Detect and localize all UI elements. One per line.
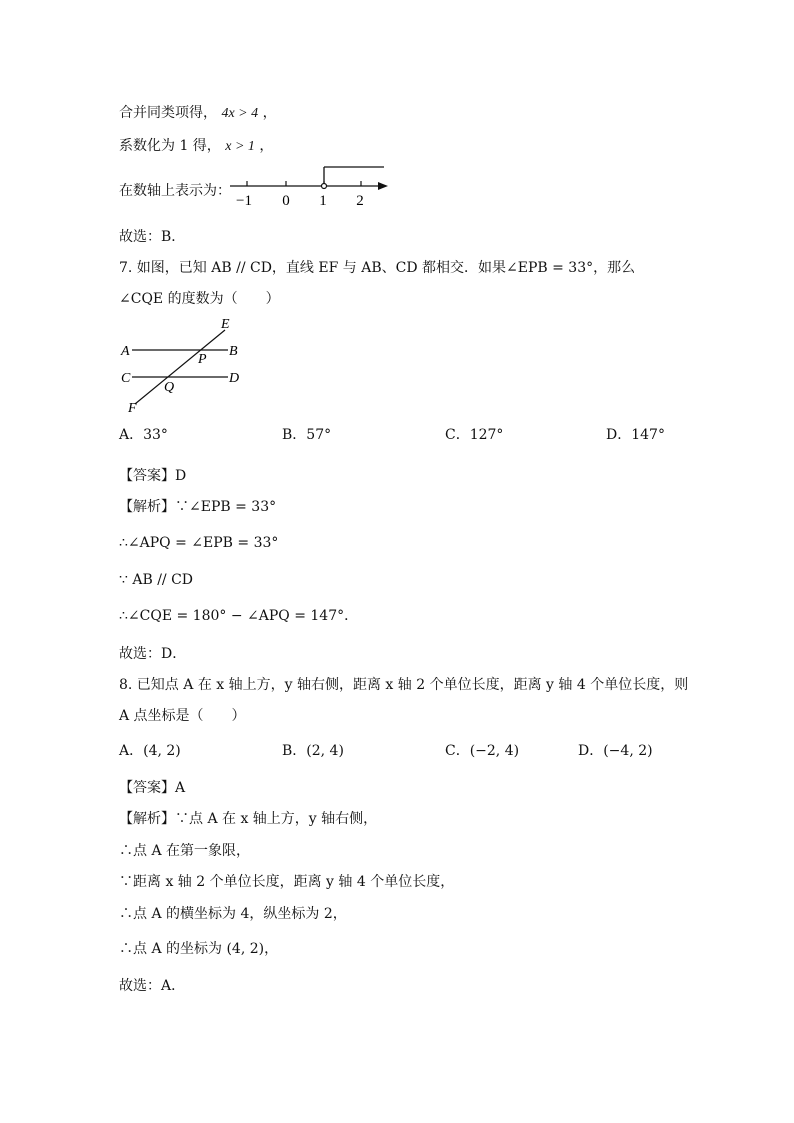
q8-option-b: B．(2, 4)	[282, 743, 344, 759]
step-coef-math: x > 1	[225, 139, 255, 154]
label-Q: Q	[164, 380, 175, 395]
q8-stem-line2: A 点坐标是（ ）	[119, 708, 246, 724]
label-P: P	[198, 352, 207, 367]
tick-label-1: 1	[319, 193, 327, 209]
line-ef	[135, 330, 225, 404]
q8-analysis-3: ∵距离 x 轴 2 个单位长度，距离 y 轴 4 个单位长度，	[119, 874, 455, 890]
q7-conclusion: 故选：D．	[119, 646, 187, 662]
label-A: A	[121, 344, 130, 359]
q7-analysis-1: 【解析】∵∠EPB = 33°	[119, 499, 277, 515]
q8-option-c: C．(−2, 4)	[445, 743, 520, 759]
label-F: F	[128, 401, 137, 416]
q8-analysis-4: ∴点 A 的横坐标为 4，纵坐标为 2，	[119, 906, 347, 922]
step-coef-text: 系数化为 1 得，	[119, 138, 221, 154]
q7-figure	[110, 312, 260, 417]
q7-stem-line1: 7. 如图，已知 AB // CD，直线 EF 与 AB、CD 都相交．如果∠EPB = 33°，那么	[119, 260, 636, 276]
q7-analysis-2: ∴∠APQ = ∠EPB = 33°	[119, 535, 279, 551]
q8-analysis-2: ∴点 A 在第一象限，	[119, 843, 251, 859]
prev-conclusion: 故选：B．	[119, 229, 186, 245]
q7-option-a: A．33°	[119, 427, 168, 443]
label-E: E	[221, 317, 230, 332]
step-numberline-label: 在数轴上表示为：	[119, 183, 231, 199]
tick-label-minus1: −1	[236, 193, 252, 209]
q7-option-b: B．57°	[282, 427, 332, 443]
number-line-figure	[0, 0, 794, 220]
tick-label-0: 0	[282, 193, 290, 209]
q8-analysis-1: 【解析】∵点 A 在 x 轴上方，y 轴右侧，	[119, 811, 378, 827]
q7-option-d: D．147°	[606, 427, 665, 443]
q7-stem-line2: ∠CQE 的度数为（ ）	[119, 291, 280, 307]
q8-stem-line1: 8. 已知点 A 在 x 轴上方，y 轴右侧，距离 x 轴 2 个单位长度，距离 y 轴 4 个单位长度，则	[119, 677, 689, 693]
label-C: C	[121, 371, 131, 386]
q8-option-d: D．(−4, 2)	[578, 743, 653, 759]
step-combine-math: 4x > 4	[221, 106, 259, 121]
label-D: D	[229, 371, 240, 386]
step-combine-text: 合并同类项得，	[119, 105, 217, 121]
q8-conclusion: 故选：A．	[119, 978, 186, 994]
q7-option-c: C．127°	[445, 427, 504, 443]
q7-analysis-3: ∵ AB // CD	[119, 572, 194, 588]
number-line-arrow	[378, 182, 388, 190]
label-B: B	[229, 344, 238, 359]
q7-answer: 【答案】D	[119, 468, 187, 484]
q8-answer: 【答案】A	[119, 780, 186, 796]
open-endpoint	[322, 184, 327, 189]
q8-analysis-5: ∴点 A 的坐标为 (4, 2)，	[119, 941, 279, 957]
q7-analysis-4: ∴∠CQE = 180° − ∠APQ = 147°．	[119, 608, 359, 624]
q8-option-a: A．(4, 2)	[119, 743, 181, 759]
step-combine-tail: ，	[262, 105, 277, 121]
tick-label-2: 2	[356, 193, 364, 209]
step-coef-tail: ，	[259, 138, 274, 154]
